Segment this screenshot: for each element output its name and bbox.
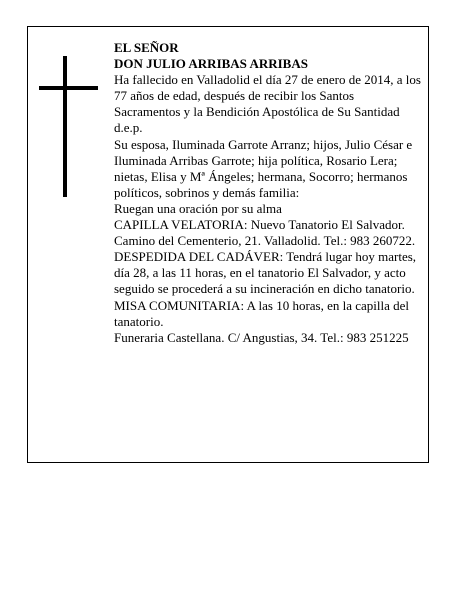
prayer-request-paragraph: Ruegan una oración por su alma [114,200,282,216]
deceased-name: DON JULIO ARRIBAS ARRIBAS [114,56,308,72]
cross-horizontal-bar [39,86,98,90]
obituary-text [114,40,422,346]
title-line-1: EL SEÑOR [114,40,179,55]
mass-paragraph: MISA COMUNITARIA: A las 10 horas, en la capilla del tanatorio. [114,297,410,329]
latin-cross-icon [39,56,98,197]
cross-vertical-bar [63,56,67,197]
wake-chapel-paragraph: CAPILLA VELATORIA: Nuevo Tanatorio El Salvador. Camino del Cementerio, 21. Valladolid. Tel.: 983 260722. [114,217,416,249]
death-announcement-paragraph: Ha fallecido en Valladolid el día 27 de enero de 2014, a los 77 años de edad, después de recibir los Santos Sacramentos y la Bendición Apostólica de Su Santidad d.e.p. [114,72,421,136]
funeral-home-paragraph: Funeraria Castellana. C/ Angustias, 34. Tel.: 983 251225 [114,329,409,345]
family-paragraph: Su esposa, Iluminada Garrote Arranz; hijos, Julio César e Iluminada Arribas Garrote; hija política, Rosario Lera; nietas, Elisa y Mª Ángeles; hermana, Socorro; hermanos políticos, sobrinos y demás familia: [114,136,413,200]
farewell-paragraph: DESPEDIDA DEL CADÁVER: Tendrá lugar hoy martes, día 28, a las 11 horas, en el tanatorio El Salvador, y acto seguido se procederá a su incineración en dicho tanatorio. [114,249,417,297]
